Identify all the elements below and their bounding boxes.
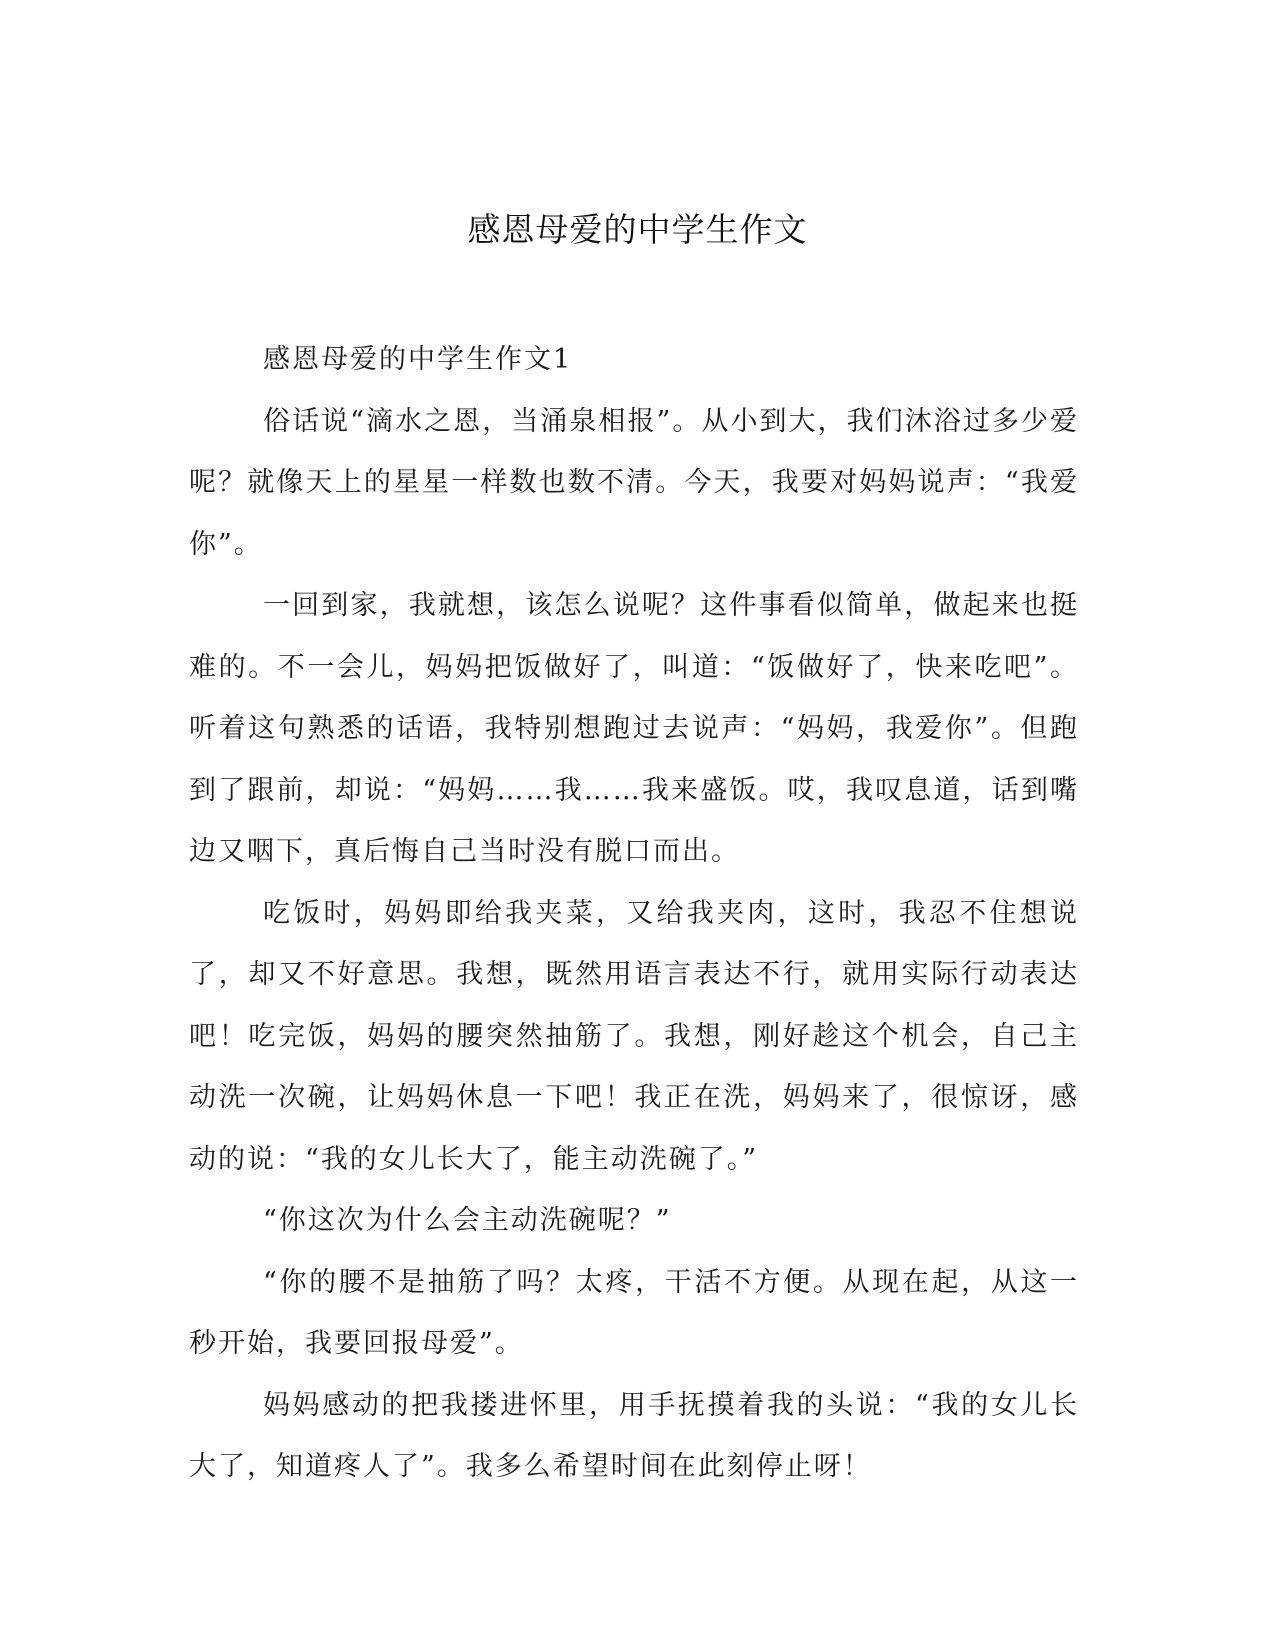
paragraph: “你这次为什么会主动洗碗呢？”: [263, 1205, 672, 1236]
document-body: [189, 329, 1079, 1498]
paragraph: “你的腰不是抽筋了吗？太疼，干活不方便。从现在起，从这一秒开始，我要回报母爱”。: [189, 1266, 1079, 1359]
paragraph: 一回到家，我就想，该怎么说呢？这件事看似简单，做起来也挺难的。不一会儿，妈妈把饭做好了，叫道：“饭做好了，快来吃吧”。听着这句熟悉的话语，我特别想跑过去说声：“妈妈，我爱你”。但跑到了跟前，却说：“妈妈……我……我来盛饭。哎，我叹息道，话到嘴边又咽下，真后悔自己当时没有脱口而出。: [189, 590, 1079, 867]
paragraph: 妈妈感动的把我搂进怀里，用手抚摸着我的头说：“我的女儿长大了，知道疼人了”。我多么希望时间在此刻停止呀！: [189, 1389, 1079, 1482]
document-title: 感恩母爱的中学生作文: [467, 210, 808, 249]
section-heading: 感恩母爱的中学生作文1: [263, 344, 573, 375]
paragraph: 俗话说“滴水之恩，当涌泉相报”。从小到大，我们沐浴过多少爱呢？就像天上的星星一样数也数不清。今天，我要对妈妈说声：“我爱你”。: [189, 405, 1079, 560]
paragraph: 吃饭时，妈妈即给我夹菜，又给我夹肉，这时，我忍不住想说了，却又不好意思。我想，既然用语言表达不行，就用实际行动表达吧！吃完饭，妈妈的腰突然抽筋了。我想，刚好趁这个机会，自己主动洗一次碗，让妈妈休息一下吧！我正在洗，妈妈来了，很惊讶，感动的说：“我的女儿长大了，能主动洗碗了。”: [189, 897, 1079, 1175]
